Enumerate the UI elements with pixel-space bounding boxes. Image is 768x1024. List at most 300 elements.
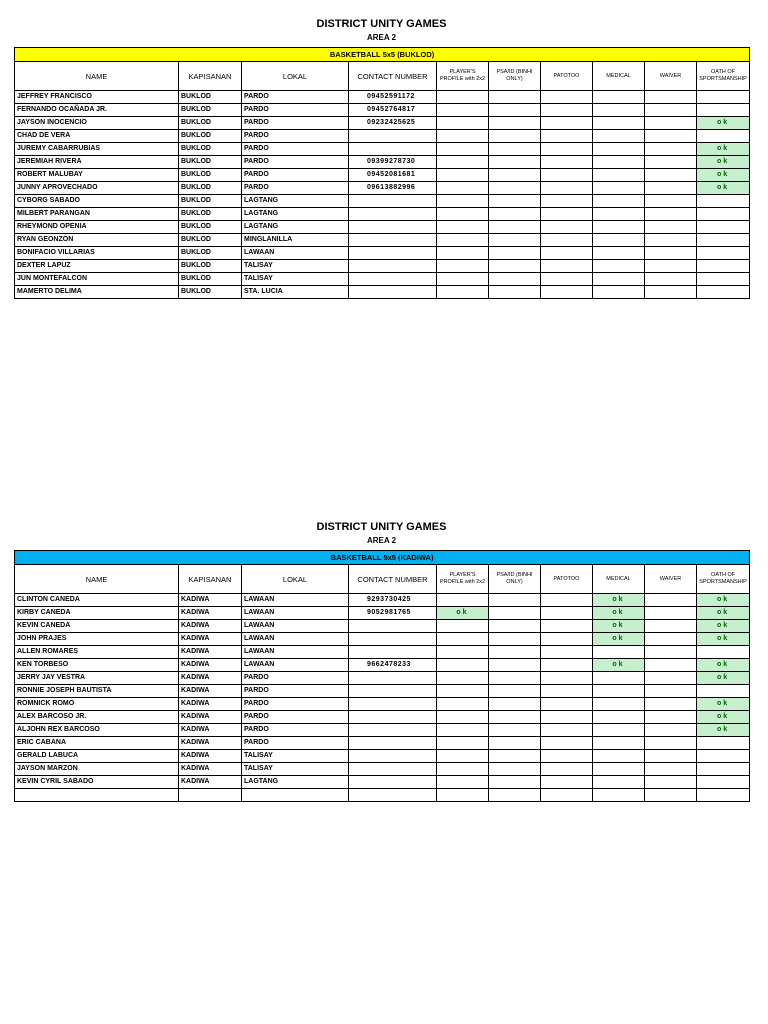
cell-profile [437, 273, 489, 286]
table-row [15, 169, 750, 182]
cell-oath [697, 737, 750, 750]
cell-psa [489, 776, 541, 789]
cell-oath [697, 195, 750, 208]
cell-name: ROBERT MALUBAY [15, 169, 179, 182]
cell-patotoo [541, 169, 593, 182]
cell-patotoo [541, 750, 593, 763]
table-row [15, 607, 750, 620]
cell-profile [437, 286, 489, 299]
cell-psa [489, 195, 541, 208]
cell-medical [593, 724, 645, 737]
table-row [15, 724, 750, 737]
cell-lokal: PARDO [242, 143, 349, 156]
cell-profile [437, 594, 489, 607]
cell-patotoo [541, 620, 593, 633]
cell-patotoo [541, 607, 593, 620]
cell-profile [437, 156, 489, 169]
table-row [15, 672, 750, 685]
cell-oath [697, 221, 750, 234]
cell-medical: ok [593, 620, 645, 633]
cell-lokal: LAWAAN [242, 594, 349, 607]
cell-kapisanan: BUKLOD [179, 156, 242, 169]
cell-oath: ok [697, 672, 750, 685]
table-row [15, 208, 750, 221]
cell-patotoo [541, 130, 593, 143]
cell-name [15, 789, 179, 802]
cell-medical [593, 711, 645, 724]
cell-medical: ok [593, 607, 645, 620]
cell-oath: ok [697, 620, 750, 633]
table-row [15, 711, 750, 724]
cell-medical [593, 247, 645, 260]
cell-contact [349, 776, 437, 789]
cell-medical: ok [593, 659, 645, 672]
cell-lokal: PARDO [242, 169, 349, 182]
table-row [15, 104, 750, 117]
cell-contact [349, 143, 437, 156]
table-row [15, 698, 750, 711]
cell-kapisanan: BUKLOD [179, 169, 242, 182]
cell-name: KIRBY CANEDA [15, 607, 179, 620]
cell-name: RHEYMOND OPENIA [15, 221, 179, 234]
cell-lokal: LAGTANG [242, 208, 349, 221]
cell-medical [593, 182, 645, 195]
cell-profile [437, 117, 489, 130]
cell-oath: ok [697, 633, 750, 646]
table-row [15, 156, 750, 169]
cell-lokal: PARDO [242, 724, 349, 737]
table-row [15, 620, 750, 633]
cell-name: JUNNY APROVECHADO [15, 182, 179, 195]
cell-lokal: PARDO [242, 91, 349, 104]
cell-waiver [645, 195, 697, 208]
cell-oath [697, 234, 750, 247]
cell-patotoo [541, 143, 593, 156]
cell-psa [489, 156, 541, 169]
cell-oath: ok [697, 169, 750, 182]
table-row [15, 646, 750, 659]
cell-waiver [645, 646, 697, 659]
cell-kapisanan: KADIWA [179, 711, 242, 724]
cell-profile [437, 91, 489, 104]
cell-kapisanan: BUKLOD [179, 234, 242, 247]
cell-medical [593, 646, 645, 659]
cell-oath [697, 776, 750, 789]
table-row [15, 143, 750, 156]
cell-lokal: PARDO [242, 672, 349, 685]
cell-medical [593, 789, 645, 802]
cell-psa [489, 724, 541, 737]
cell-psa [489, 711, 541, 724]
cell-profile [437, 633, 489, 646]
cell-psa [489, 104, 541, 117]
cell-psa [489, 646, 541, 659]
header-waiver: WAIVER [645, 62, 697, 91]
cell-psa [489, 763, 541, 776]
cell-kapisanan: BUKLOD [179, 195, 242, 208]
cell-kapisanan [179, 789, 242, 802]
buklod-banner: BASKETBALL 5x5 (BUKLOD) [15, 48, 750, 62]
cell-contact [349, 737, 437, 750]
cell-kapisanan: BUKLOD [179, 91, 242, 104]
cell-patotoo [541, 117, 593, 130]
cell-kapisanan: BUKLOD [179, 247, 242, 260]
cell-contact [349, 286, 437, 299]
cell-name: BONIFACIO VILLARIAS [15, 247, 179, 260]
header-psa: PSA/ID (BINHI ONLY) [489, 565, 541, 594]
cell-kapisanan: KADIWA [179, 659, 242, 672]
cell-patotoo [541, 763, 593, 776]
cell-oath [697, 130, 750, 143]
cell-patotoo [541, 286, 593, 299]
header-contact: CONTACT NUMBER [349, 565, 437, 594]
cell-profile [437, 789, 489, 802]
cell-contact: 09613882996 [349, 182, 437, 195]
cell-oath: ok [697, 724, 750, 737]
cell-name: ERIC CABANA [15, 737, 179, 750]
table-row [15, 594, 750, 607]
cell-lokal: LAWAAN [242, 633, 349, 646]
section-title: DISTRICT UNITY GAMES [316, 18, 447, 30]
cell-psa [489, 247, 541, 260]
table-row [15, 286, 750, 299]
cell-contact: 9293730425 [349, 594, 437, 607]
cell-lokal: PARDO [242, 117, 349, 130]
cell-name: JEREMIAH RIVERA [15, 156, 179, 169]
cell-oath: ok [697, 698, 750, 711]
cell-lokal: LAWAAN [242, 607, 349, 620]
cell-lokal: TALISAY [242, 273, 349, 286]
cell-patotoo [541, 182, 593, 195]
cell-patotoo [541, 247, 593, 260]
cell-lokal: PARDO [242, 156, 349, 169]
cell-contact [349, 130, 437, 143]
cell-patotoo [541, 208, 593, 221]
cell-contact: 9052981765 [349, 607, 437, 620]
cell-psa [489, 208, 541, 221]
kadiwa-banner: BASKETBALL 5x5 (KADIWA) [15, 551, 750, 565]
header-medical: MEDICAL [593, 565, 645, 594]
cell-profile [437, 104, 489, 117]
cell-lokal: MINGLANILLA [242, 234, 349, 247]
cell-profile [437, 247, 489, 260]
cell-oath [697, 273, 750, 286]
table-row [15, 234, 750, 247]
cell-kapisanan: BUKLOD [179, 104, 242, 117]
table-row [15, 633, 750, 646]
cell-psa [489, 620, 541, 633]
table-row [15, 659, 750, 672]
table-row [15, 247, 750, 260]
cell-patotoo [541, 234, 593, 247]
cell-waiver [645, 260, 697, 273]
cell-medical [593, 286, 645, 299]
cell-lokal: PARDO [242, 698, 349, 711]
cell-psa [489, 130, 541, 143]
cell-waiver [645, 208, 697, 221]
cell-name: KEVIN CYRIL SABADO [15, 776, 179, 789]
cell-patotoo [541, 672, 593, 685]
header-waiver: WAIVER [645, 565, 697, 594]
section-area: AREA 2 [366, 536, 397, 545]
cell-name: ALLEN ROMARES [15, 646, 179, 659]
cell-patotoo [541, 633, 593, 646]
cell-kapisanan: BUKLOD [179, 208, 242, 221]
cell-medical: ok [593, 594, 645, 607]
cell-medical [593, 763, 645, 776]
cell-profile [437, 620, 489, 633]
header-profile: PLAYER'S PROFILE with 2x2 [437, 565, 489, 594]
cell-kapisanan: BUKLOD [179, 260, 242, 273]
cell-medical [593, 221, 645, 234]
cell-psa [489, 672, 541, 685]
cell-medical [593, 672, 645, 685]
cell-contact [349, 646, 437, 659]
cell-kapisanan: BUKLOD [179, 221, 242, 234]
cell-oath: ok [697, 594, 750, 607]
cell-oath [697, 763, 750, 776]
cell-kapisanan: BUKLOD [179, 273, 242, 286]
cell-waiver [645, 633, 697, 646]
cell-medical [593, 91, 645, 104]
cell-psa [489, 737, 541, 750]
cell-profile [437, 711, 489, 724]
cell-name: FERNANDO OCAÑADA JR. [15, 104, 179, 117]
cell-name: RONNIE JOSEPH BAUTISTA [15, 685, 179, 698]
cell-waiver [645, 104, 697, 117]
cell-waiver [645, 143, 697, 156]
cell-waiver [645, 117, 697, 130]
cell-oath: ok [697, 711, 750, 724]
cell-lokal: STA. LUCIA [242, 286, 349, 299]
cell-profile [437, 182, 489, 195]
cell-kapisanan: BUKLOD [179, 143, 242, 156]
cell-oath: ok [697, 156, 750, 169]
cell-name: KEVIN CANEDA [15, 620, 179, 633]
cell-medical [593, 169, 645, 182]
cell-patotoo [541, 737, 593, 750]
cell-psa [489, 633, 541, 646]
cell-profile [437, 685, 489, 698]
cell-oath [697, 208, 750, 221]
cell-oath [697, 91, 750, 104]
cell-profile [437, 208, 489, 221]
cell-oath: ok [697, 659, 750, 672]
cell-name: MAMERTO DELIMA [15, 286, 179, 299]
cell-name: RYAN GEONZON [15, 234, 179, 247]
cell-kapisanan: KADIWA [179, 737, 242, 750]
cell-lokal: PARDO [242, 130, 349, 143]
cell-profile [437, 750, 489, 763]
cell-medical [593, 685, 645, 698]
header-name: NAME [15, 565, 179, 594]
buklod-roster-table [14, 47, 750, 299]
cell-lokal: LAWAAN [242, 646, 349, 659]
kadiwa-roster-table [14, 550, 750, 802]
cell-patotoo [541, 195, 593, 208]
cell-psa [489, 607, 541, 620]
cell-psa [489, 685, 541, 698]
cell-medical [593, 273, 645, 286]
cell-waiver [645, 234, 697, 247]
cell-psa [489, 594, 541, 607]
cell-lokal: PARDO [242, 104, 349, 117]
cell-oath [697, 104, 750, 117]
table-row [15, 221, 750, 234]
cell-oath [697, 685, 750, 698]
cell-profile [437, 169, 489, 182]
cell-waiver [645, 91, 697, 104]
buklod-section [14, 18, 749, 299]
cell-psa [489, 234, 541, 247]
cell-oath [697, 260, 750, 273]
cell-kapisanan: KADIWA [179, 685, 242, 698]
cell-waiver [645, 711, 697, 724]
cell-medical [593, 195, 645, 208]
cell-profile [437, 698, 489, 711]
header-profile: PLAYER'S PROFILE with 2x2 [437, 62, 489, 91]
cell-oath: ok [697, 607, 750, 620]
cell-contact [349, 711, 437, 724]
cell-lokal [242, 789, 349, 802]
cell-lokal: LAGTANG [242, 776, 349, 789]
cell-lokal: PARDO [242, 737, 349, 750]
cell-lokal: PARDO [242, 685, 349, 698]
cell-contact [349, 685, 437, 698]
cell-patotoo [541, 260, 593, 273]
cell-oath: ok [697, 117, 750, 130]
kadiwa-section [14, 521, 749, 802]
cell-waiver [645, 221, 697, 234]
cell-lokal: TALISAY [242, 750, 349, 763]
cell-contact [349, 763, 437, 776]
cell-oath [697, 286, 750, 299]
cell-kapisanan: KADIWA [179, 633, 242, 646]
cell-kapisanan: KADIWA [179, 594, 242, 607]
cell-patotoo [541, 594, 593, 607]
header-lokal: LOKAL [242, 565, 349, 594]
cell-contact: 09452591172 [349, 91, 437, 104]
cell-medical [593, 117, 645, 130]
cell-waiver [645, 130, 697, 143]
cell-waiver [645, 607, 697, 620]
cell-patotoo [541, 646, 593, 659]
cell-name: CLINTON CANEDA [15, 594, 179, 607]
cell-waiver [645, 737, 697, 750]
cell-contact [349, 633, 437, 646]
cell-name: DEXTER LAPUZ [15, 260, 179, 273]
cell-psa [489, 286, 541, 299]
cell-kapisanan: KADIWA [179, 698, 242, 711]
cell-lokal: LAWAAN [242, 620, 349, 633]
cell-psa [489, 273, 541, 286]
cell-waiver [645, 750, 697, 763]
table-row [15, 750, 750, 763]
cell-medical [593, 737, 645, 750]
cell-psa [489, 143, 541, 156]
cell-profile [437, 143, 489, 156]
cell-psa [489, 750, 541, 763]
table-row [15, 182, 750, 195]
cell-name: MILBERT PARANGAN [15, 208, 179, 221]
cell-waiver [645, 685, 697, 698]
cell-waiver [645, 169, 697, 182]
cell-medical [593, 208, 645, 221]
table-row [15, 789, 750, 802]
cell-psa [489, 789, 541, 802]
cell-profile [437, 776, 489, 789]
cell-name: KEN TORBESO [15, 659, 179, 672]
header-kapisanan: KAPISANAN [179, 565, 242, 594]
cell-psa [489, 117, 541, 130]
cell-patotoo [541, 273, 593, 286]
cell-medical [593, 750, 645, 763]
header-name: NAME [15, 62, 179, 91]
cell-lokal: LAGTANG [242, 195, 349, 208]
cell-contact: 9662478233 [349, 659, 437, 672]
cell-name: ROMNICK ROMO [15, 698, 179, 711]
cell-medical: ok [593, 633, 645, 646]
cell-oath [697, 750, 750, 763]
cell-contact [349, 672, 437, 685]
cell-profile [437, 221, 489, 234]
cell-lokal: LAWAAN [242, 247, 349, 260]
cell-contact [349, 273, 437, 286]
table-row [15, 117, 750, 130]
cell-lokal: LAGTANG [242, 221, 349, 234]
cell-name: JUN MONTEFALCON [15, 273, 179, 286]
cell-psa [489, 169, 541, 182]
cell-medical [593, 234, 645, 247]
cell-medical [593, 130, 645, 143]
cell-medical [593, 156, 645, 169]
cell-profile: ok [437, 607, 489, 620]
cell-profile [437, 724, 489, 737]
cell-kapisanan: KADIWA [179, 620, 242, 633]
header-kapisanan: KAPISANAN [179, 62, 242, 91]
cell-lokal: TALISAY [242, 763, 349, 776]
cell-waiver [645, 776, 697, 789]
table-row [15, 91, 750, 104]
cell-waiver [645, 156, 697, 169]
cell-oath: ok [697, 182, 750, 195]
cell-medical [593, 776, 645, 789]
cell-name: CYBORG SABADO [15, 195, 179, 208]
cell-oath: ok [697, 143, 750, 156]
cell-waiver [645, 763, 697, 776]
header-row [15, 565, 750, 594]
cell-psa [489, 260, 541, 273]
header-oath: OATH OF SPORTSMANSHIP [697, 62, 750, 91]
header-row [15, 62, 750, 91]
table-row [15, 776, 750, 789]
cell-psa [489, 182, 541, 195]
cell-profile [437, 646, 489, 659]
cell-lokal: PARDO [242, 711, 349, 724]
cell-oath [697, 247, 750, 260]
cell-oath [697, 646, 750, 659]
cell-patotoo [541, 104, 593, 117]
cell-name: JOHN PRAJES [15, 633, 179, 646]
cell-contact [349, 698, 437, 711]
table-row [15, 763, 750, 776]
cell-waiver [645, 286, 697, 299]
header-patotoo: PATOTOO [541, 565, 593, 594]
cell-contact: 09399278730 [349, 156, 437, 169]
table-row [15, 273, 750, 286]
cell-contact [349, 260, 437, 273]
cell-waiver [645, 273, 697, 286]
